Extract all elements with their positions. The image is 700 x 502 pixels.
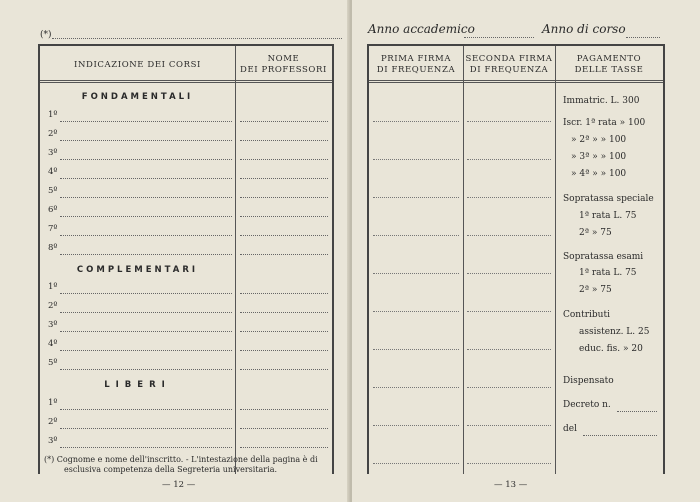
signature-line[interactable] xyxy=(373,273,459,274)
row-number: 3º xyxy=(48,436,58,446)
row-number: 1º xyxy=(48,110,58,120)
row-number: 4º xyxy=(48,167,58,177)
header-rule xyxy=(40,80,332,81)
col-header-prof-line1: NOME xyxy=(267,54,300,64)
signature-line[interactable] xyxy=(373,311,459,312)
header-rule-double xyxy=(369,82,663,83)
row-number: 2º xyxy=(48,417,58,427)
anno-corso-field[interactable] xyxy=(626,37,660,38)
row-number: 6º xyxy=(48,205,58,215)
course-row[interactable] xyxy=(40,436,332,450)
anno-accademico-label: Anno accademico xyxy=(368,22,475,36)
signature-line[interactable] xyxy=(373,349,459,350)
course-row[interactable] xyxy=(40,129,332,143)
signature-line[interactable] xyxy=(467,425,551,426)
column-divider xyxy=(463,46,464,474)
course-row[interactable] xyxy=(40,205,332,219)
anno-accademico-field[interactable] xyxy=(464,37,534,38)
payments-table xyxy=(367,44,665,474)
row-number: 3º xyxy=(48,320,58,330)
course-row[interactable] xyxy=(40,398,332,412)
column-divider xyxy=(555,46,556,474)
header-rule xyxy=(369,80,663,81)
signature-line[interactable] xyxy=(373,235,459,236)
decreto-field[interactable] xyxy=(617,411,657,412)
fee-contributi-assistenza: assistenz. L. 25 xyxy=(579,327,650,337)
fee-iscrizione-4: » 4ª » » 100 xyxy=(571,169,627,179)
fee-sopratassa-esami: Sopratassa esami xyxy=(563,252,644,262)
fee-iscrizione-1: Iscr. 1ª rata » 100 xyxy=(563,118,646,128)
signature-line[interactable] xyxy=(467,349,551,350)
course-row[interactable] xyxy=(40,243,332,257)
fee-sopratassa-speciale: Sopratassa speciale xyxy=(563,194,654,204)
course-row[interactable] xyxy=(40,186,332,200)
course-row[interactable] xyxy=(40,358,332,372)
page-number-left: — 12 — xyxy=(162,480,196,490)
signature-line[interactable] xyxy=(467,159,551,160)
row-number: 1º xyxy=(48,398,58,408)
signature-line[interactable] xyxy=(373,463,459,464)
footnote-line2: esclusiva competenza della Segreteria universitaria. xyxy=(64,465,278,474)
col-header-second-signature-l1: SECONDA FIRMA xyxy=(465,54,553,64)
footnote-line1: (*) Cognome e nome dell'inscritto. - L'intestazione della pagina è di xyxy=(44,455,318,464)
signature-line[interactable] xyxy=(467,387,551,388)
course-row[interactable] xyxy=(40,417,332,431)
dispensato-label: Dispensato xyxy=(563,376,614,386)
del-label: del xyxy=(563,424,577,434)
row-number: 5º xyxy=(48,186,58,196)
course-row[interactable] xyxy=(40,301,332,315)
signature-line[interactable] xyxy=(373,159,459,160)
course-row[interactable] xyxy=(40,282,332,296)
signature-line[interactable] xyxy=(467,197,551,198)
fee-immatricolazione: Immatric. L. 300 xyxy=(563,96,640,106)
course-row[interactable] xyxy=(40,148,332,162)
signature-line[interactable] xyxy=(467,311,551,312)
signature-line[interactable] xyxy=(467,463,551,464)
fee-sopratassa-speciale-1: 1ª rata L. 75 xyxy=(579,211,637,221)
col-header-payment-l1: PAGAMENTO xyxy=(576,54,642,64)
signature-line[interactable] xyxy=(373,387,459,388)
row-number: 2º xyxy=(48,301,58,311)
signature-line[interactable] xyxy=(373,425,459,426)
course-row[interactable] xyxy=(40,110,332,124)
fee-sopratassa-speciale-2: 2ª » 75 xyxy=(579,228,612,238)
signature-line[interactable] xyxy=(373,121,459,122)
row-number: 2º xyxy=(48,129,58,139)
right-page xyxy=(352,0,700,502)
row-number: 8º xyxy=(48,243,58,253)
fee-contributi: Contributi xyxy=(563,310,610,320)
row-number: 1º xyxy=(48,282,58,292)
course-row[interactable] xyxy=(40,167,332,181)
section-liberi: LIBERI xyxy=(104,380,171,390)
course-row[interactable] xyxy=(40,339,332,353)
col-header-payment-l2: DELLE TASSE xyxy=(574,65,644,75)
page-number-right: — 13 — xyxy=(494,480,528,490)
col-header-first-signature-l2: DI FREQUENZA xyxy=(376,65,456,75)
section-fondamentali: FONDAMENTALI xyxy=(81,92,194,102)
row-number: 4º xyxy=(48,339,58,349)
fee-sopratassa-esami-2: 2ª » 75 xyxy=(579,285,612,295)
course-row[interactable] xyxy=(40,224,332,238)
courses-table xyxy=(38,44,334,474)
col-header-second-signature-l2: DI FREQUENZA xyxy=(469,65,549,75)
col-header-prof-line2: DEI PROFESSORI xyxy=(240,65,327,75)
course-row[interactable] xyxy=(40,320,332,334)
fee-iscrizione-2: » 2ª » » 100 xyxy=(571,135,627,145)
fee-iscrizione-3: » 3ª » » 100 xyxy=(571,152,627,162)
fee-contributi-educazione: educ. fis. » 20 xyxy=(579,344,643,354)
signature-line[interactable] xyxy=(467,273,551,274)
del-field[interactable] xyxy=(583,435,657,436)
signature-line[interactable] xyxy=(467,235,551,236)
col-header-first-signature-l1: PRIMA FIRMA xyxy=(380,54,452,64)
student-name-line[interactable] xyxy=(52,38,342,39)
row-number: 3º xyxy=(48,148,58,158)
signature-line[interactable] xyxy=(467,121,551,122)
row-number: 7º xyxy=(48,224,58,234)
asterisk-mark: (*) xyxy=(40,30,52,40)
header-rule-double xyxy=(40,82,332,83)
anno-corso-label: Anno di corso xyxy=(542,22,626,36)
section-complementari: COMPLEMENTARI xyxy=(76,265,199,275)
row-number: 5º xyxy=(48,358,58,368)
fee-sopratassa-esami-1: 1ª rata L. 75 xyxy=(579,268,637,278)
signature-line[interactable] xyxy=(373,197,459,198)
decreto-label: Decreto n. xyxy=(563,400,611,410)
col-header-courses: INDICAZIONE DEI CORSI xyxy=(74,60,201,70)
